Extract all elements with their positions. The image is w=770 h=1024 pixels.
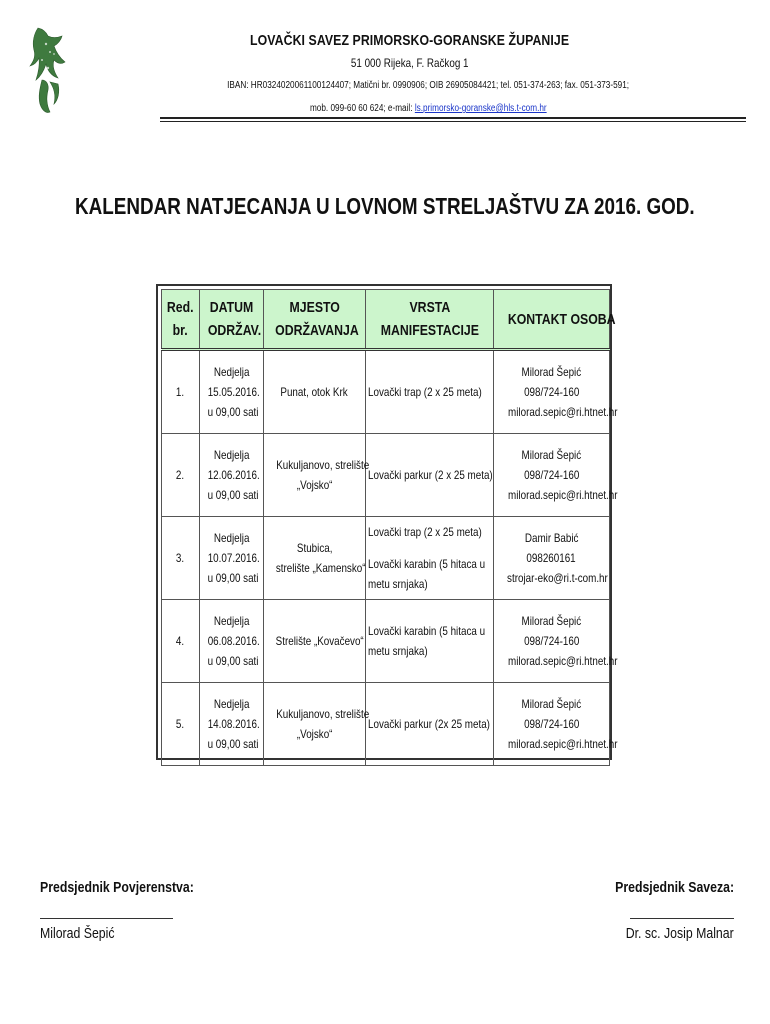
column-header: DATUM ODRŽAV.: [200, 290, 264, 350]
event-cell: Lovački parkur (2x 25 meta): [366, 683, 494, 766]
event-cell: Lovački trap (2 x 25 meta) Lovački karabin (5 hitaca u metu srnjaka): [366, 517, 494, 600]
place-cell: Kukuljanovo, strelište „Vojsko“: [264, 434, 366, 517]
right-signature-line: [630, 918, 734, 919]
table-row: [162, 683, 610, 766]
document-title: KALENDAR NATJECANJA U LOVNOM STRELJAŠTVU ZA 2016. GOD.: [75, 193, 695, 219]
organization-iban-line: IBAN: HR0324020061100124407; Matični br. 0990906; OIB 26905084421; tel. 051-374-263; fax. 051-373-591;: [227, 80, 629, 91]
table-header-row: [162, 290, 610, 350]
bird-logo-icon: [24, 24, 68, 116]
column-header: Red. br.: [162, 290, 200, 350]
left-signature-name: Milorad Šepić: [40, 925, 115, 942]
organization-contact-line: [168, 103, 688, 114]
place-cell: Kukuljanovo, strelište „Vojsko“: [264, 683, 366, 766]
place-cell: Strelište „Kovačevo“: [264, 600, 366, 683]
contact-cell: Milorad Šepić 098/724-160 milorad.sepic@ri.htnet.hr: [494, 434, 610, 517]
table-row: [162, 600, 610, 683]
date-cell: Nedjelja 10.07.2016. u 09,00 sati: [200, 517, 264, 600]
contact-cell: Milorad Šepić 098/724-160 milorad.sepic@ri.htnet.hr: [494, 600, 610, 683]
organization-address: 51 000 Rijeka, F. Račkog 1: [351, 56, 469, 70]
date-cell: Nedjelja 06.08.2016. u 09,00 sati: [200, 600, 264, 683]
column-header: MJESTO ODRŽAVANJA: [264, 290, 366, 350]
date-cell: Nedjelja 15.05.2016. u 09,00 sati: [200, 350, 264, 434]
row-number: 3.: [162, 517, 200, 600]
row-number: 1.: [162, 350, 200, 434]
event-cell: Lovački karabin (5 hitaca u metu srnjaka): [366, 600, 494, 683]
contact-prefix: mob. 099-60 60 624; e-mail:: [309, 103, 413, 114]
table-row: [162, 517, 610, 600]
date-cell: Nedjelja 12.06.2016. u 09,00 sati: [200, 434, 264, 517]
organization-name: LOVAČKI SAVEZ PRIMORSKO-GORANSKE ŽUPANIJE: [250, 32, 570, 49]
table-row: [162, 434, 610, 517]
place-cell: Punat, otok Krk: [264, 350, 366, 434]
event-cell: Lovački trap (2 x 25 meta): [366, 350, 494, 434]
place-cell: Stubica, strelište „Kamensko“: [264, 517, 366, 600]
left-signature-line: [40, 918, 173, 919]
table-row: [162, 350, 610, 434]
row-number: 2.: [162, 434, 200, 517]
row-number: 5.: [162, 683, 200, 766]
contact-cell: Milorad Šepić 098/724-160 milorad.sepic@ri.htnet.hr: [494, 683, 610, 766]
contact-cell: Damir Babić 098260161 strojar-eko@ri.t-com.hr: [494, 517, 610, 600]
email-link[interactable]: ls.primorsko-goranske@hls.t-com.hr: [414, 103, 547, 114]
competition-table: [156, 284, 618, 760]
right-signature-name: Dr. sc. Josip Malnar: [625, 925, 734, 942]
event-cell: Lovački parkur (2 x 25 meta): [366, 434, 494, 517]
date-cell: Nedjelja 14.08.2016. u 09,00 sati: [200, 683, 264, 766]
left-signature-title: Predsjednik Povjerenstva:: [40, 879, 194, 896]
row-number: 4.: [162, 600, 200, 683]
contact-cell: Milorad Šepić 098/724-160 milorad.sepic@ri.htnet.hr: [494, 350, 610, 434]
header-divider-thin: [160, 121, 746, 122]
column-header: KONTAKT OSOBA: [494, 290, 610, 350]
right-signature-title: Predsjednik Saveza:: [615, 879, 734, 896]
column-header: VRSTA MANIFESTACIJE: [366, 290, 494, 350]
header-divider: [160, 117, 746, 119]
